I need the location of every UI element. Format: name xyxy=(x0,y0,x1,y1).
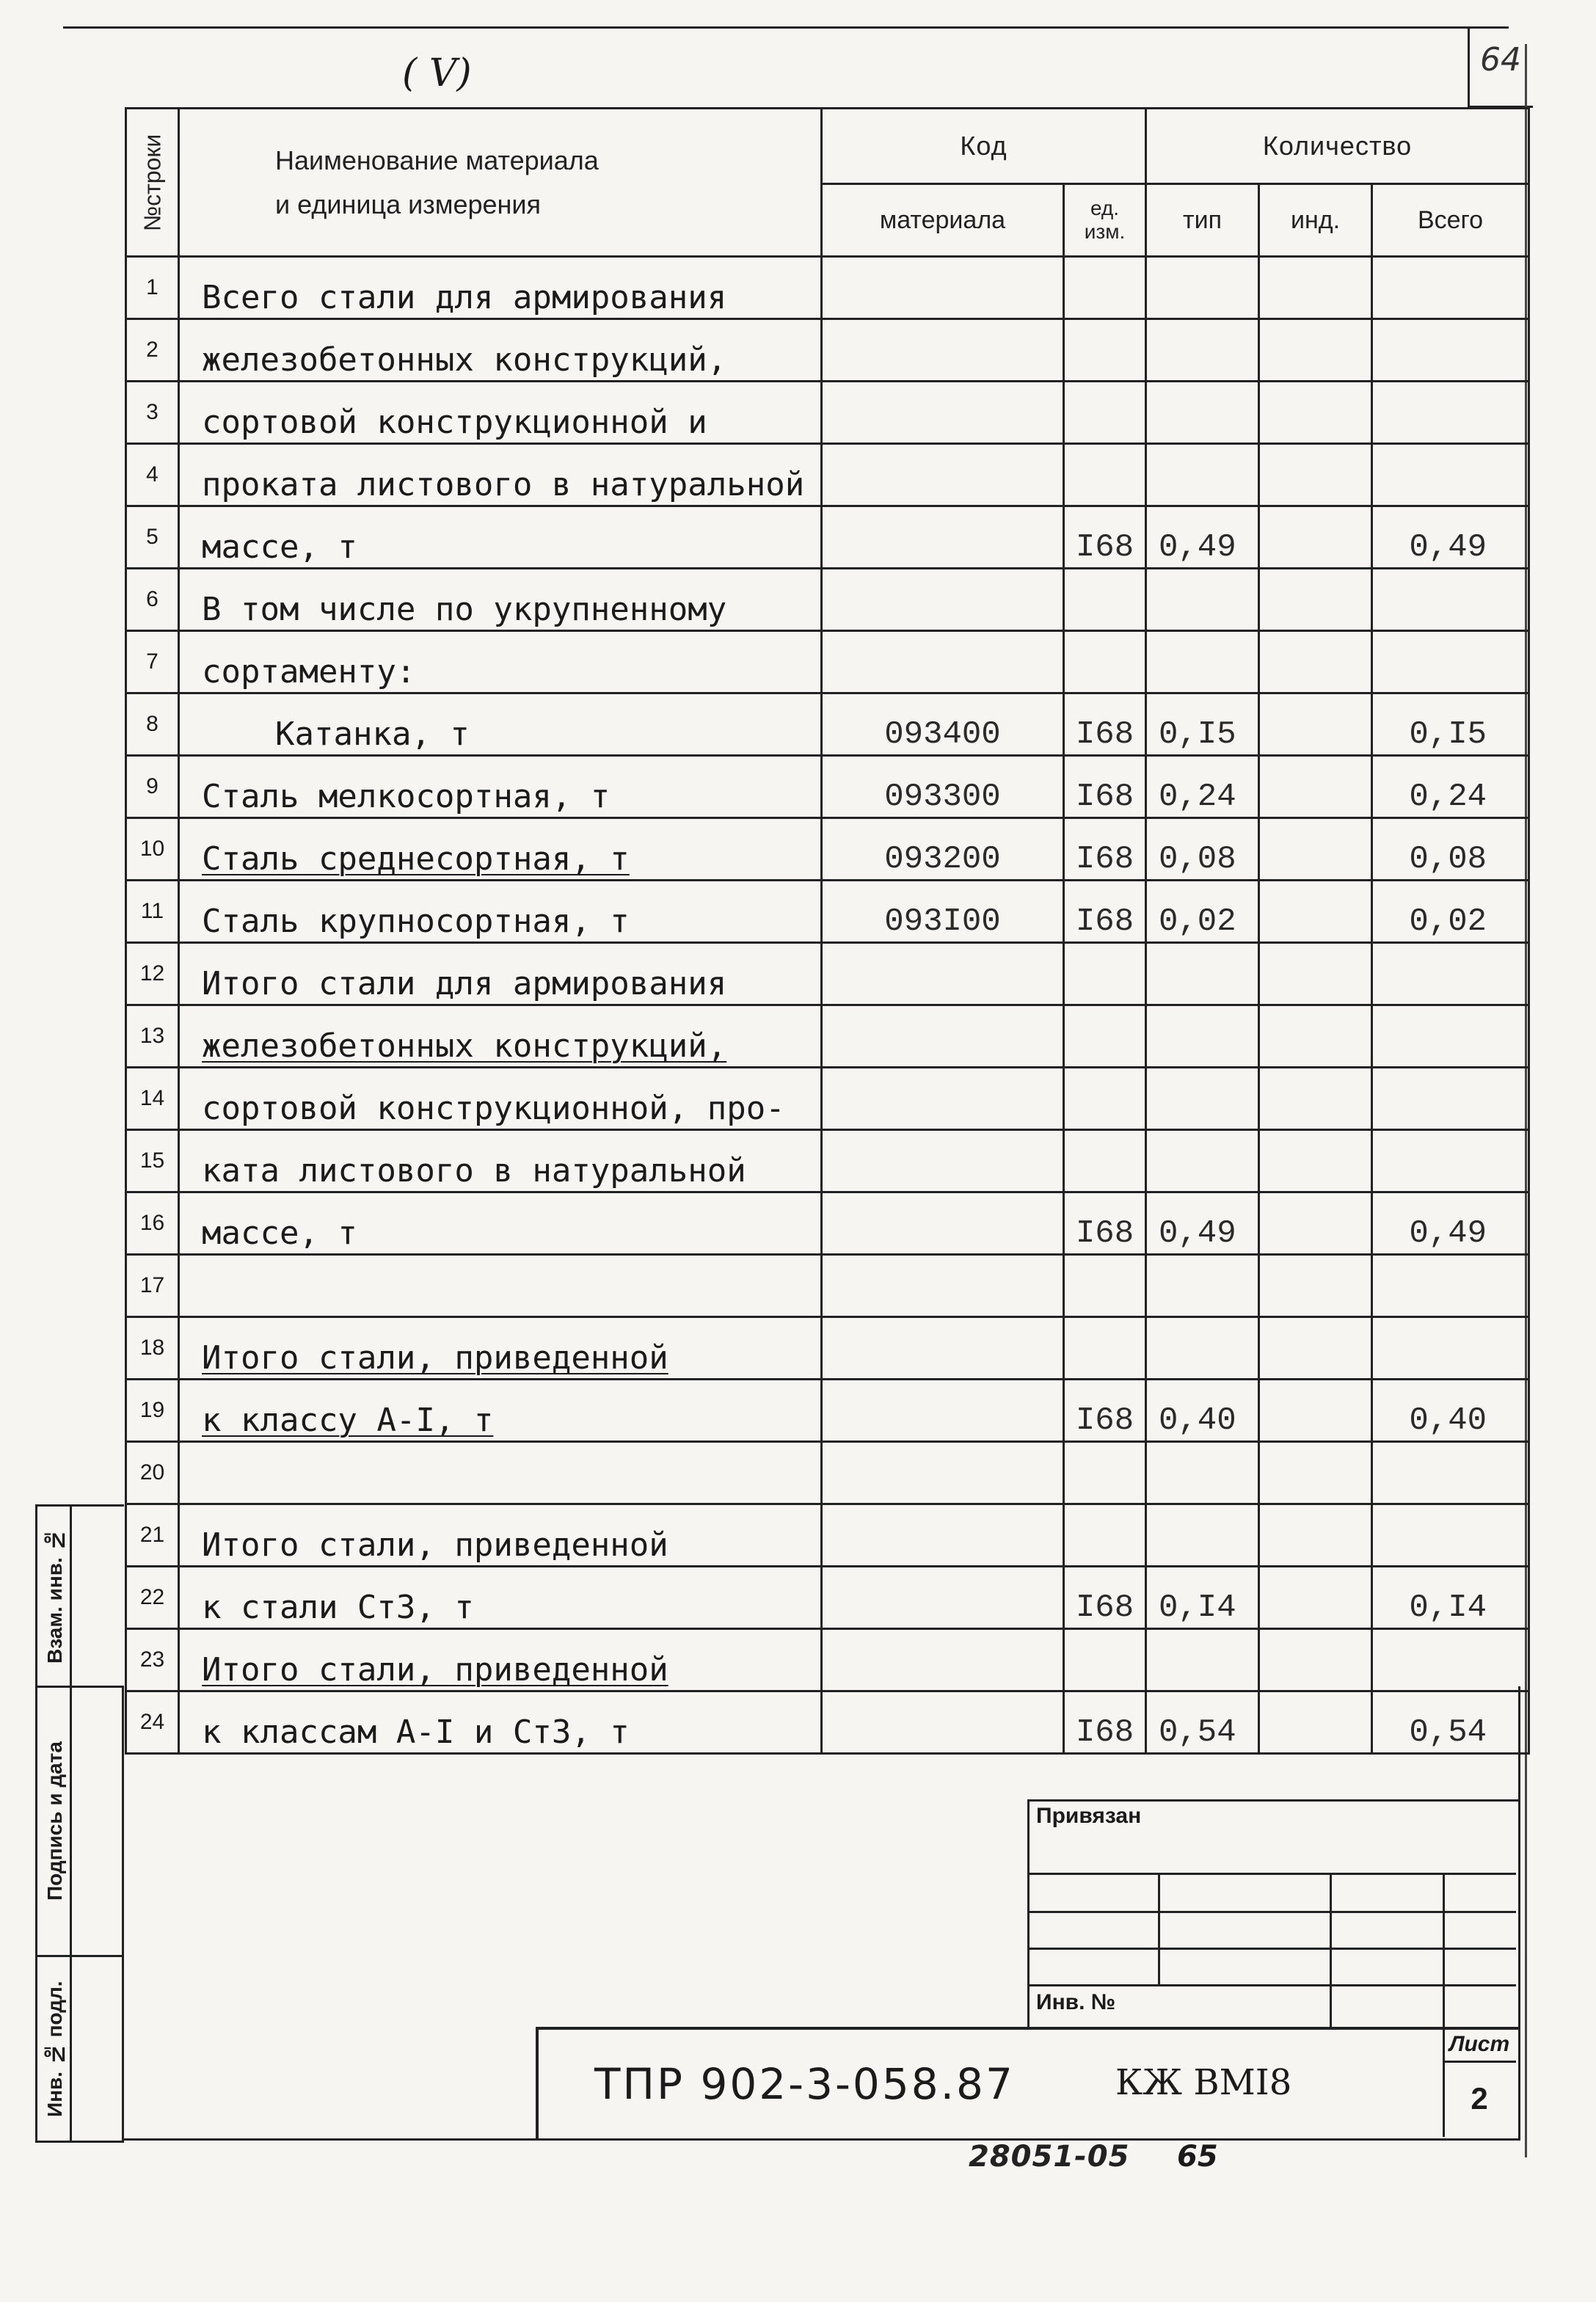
row-typ-cell xyxy=(1146,1504,1259,1567)
row-typ-cell xyxy=(1146,319,1259,382)
header-unit-line1: ед. xyxy=(1090,197,1120,219)
row-number-text: 11 xyxy=(140,899,164,923)
table-row xyxy=(126,1068,1529,1130)
header-quantity: Количество xyxy=(1146,109,1529,184)
row-unit-cell xyxy=(1064,1629,1146,1691)
row-number-text: 1 xyxy=(146,275,158,299)
row-code-cell xyxy=(822,1629,1064,1691)
row-unit-cell xyxy=(1064,631,1146,693)
row-name-cell xyxy=(179,319,822,382)
row-number-cell xyxy=(126,818,179,881)
row-ind-cell xyxy=(1259,1130,1372,1192)
row-unit-cell xyxy=(1064,444,1146,506)
row-total-cell xyxy=(1372,1629,1529,1691)
row-code-text: 093400 xyxy=(884,716,1001,753)
row-total-cell xyxy=(1372,1317,1529,1380)
row-total-cell xyxy=(1372,1442,1529,1504)
row-ind-cell xyxy=(1259,1317,1372,1380)
row-name-cell xyxy=(179,943,822,1005)
row-code-cell xyxy=(822,1442,1064,1504)
table-row xyxy=(126,1317,1529,1380)
row-ind-cell xyxy=(1259,818,1372,881)
row-ind-cell xyxy=(1259,382,1372,444)
row-number-text: 17 xyxy=(139,1273,165,1297)
row-name-cell xyxy=(179,382,822,444)
row-typ-cell xyxy=(1146,881,1259,943)
sheet-number: 2 xyxy=(1471,2081,1488,2116)
row-code-cell xyxy=(822,257,1064,319)
row-number-cell xyxy=(126,1567,179,1629)
row-name-text: Итого стали, приведенной xyxy=(202,1651,668,1689)
row-typ-cell xyxy=(1146,382,1259,444)
row-unit-cell xyxy=(1064,1005,1146,1068)
row-code-cell xyxy=(822,1380,1064,1442)
row-code-cell xyxy=(822,1317,1064,1380)
row-ind-cell xyxy=(1259,1504,1372,1567)
row-typ-cell xyxy=(1146,1442,1259,1504)
row-code-cell xyxy=(822,631,1064,693)
row-name-text: ката листового в натуральной xyxy=(202,1152,746,1190)
row-number-cell xyxy=(126,1005,179,1068)
row-number-text: 7 xyxy=(146,649,158,674)
row-code-cell xyxy=(822,1005,1064,1068)
row-unit-cell xyxy=(1064,1192,1146,1255)
row-unit-cell xyxy=(1064,943,1146,1005)
row-code-cell xyxy=(822,506,1064,569)
row-name-text: Сталь крупносортная, т xyxy=(202,903,630,940)
sheet-label: Лист xyxy=(1443,2028,1516,2063)
row-total-cell xyxy=(1372,319,1529,382)
row-number-cell xyxy=(126,1380,179,1442)
row-number-text: 13 xyxy=(139,1024,165,1048)
row-typ-text: 0,08 xyxy=(1159,841,1236,878)
row-unit-cell xyxy=(1064,1130,1146,1192)
row-total-text: 0,49 xyxy=(1409,529,1487,566)
row-number-cell xyxy=(126,631,179,693)
row-number-cell xyxy=(126,1192,179,1255)
row-name-text: Всего стали для армирования xyxy=(202,279,727,316)
row-name-text: массе, т xyxy=(202,1214,357,1252)
row-number-cell xyxy=(126,1255,179,1317)
row-number-text: 10 xyxy=(139,837,165,861)
row-name-text: железобетонных конструкций, xyxy=(202,341,727,379)
row-number-cell xyxy=(126,1504,179,1567)
row-unit-text: I68 xyxy=(1075,841,1134,878)
row-total-cell xyxy=(1372,506,1529,569)
row-number-cell xyxy=(126,943,179,1005)
table-row xyxy=(126,569,1529,631)
header-name xyxy=(179,109,822,257)
row-name-text: проката листового в натуральной xyxy=(202,466,805,503)
table-row xyxy=(126,1130,1529,1192)
row-number-cell xyxy=(126,319,179,382)
row-name-cell xyxy=(179,257,822,319)
row-code-cell xyxy=(822,943,1064,1005)
row-number-text: 6 xyxy=(146,587,158,611)
row-unit-cell xyxy=(1064,756,1146,818)
replaced-inv-label: Взам. инв. № xyxy=(43,1529,66,1664)
row-ind-cell xyxy=(1259,1068,1372,1130)
table-row xyxy=(126,1442,1529,1504)
row-ind-cell xyxy=(1259,1192,1372,1255)
top-page-number: 64 xyxy=(1480,41,1521,79)
table-row xyxy=(126,257,1529,319)
row-unit-text: I68 xyxy=(1075,1215,1134,1252)
table-row xyxy=(126,881,1529,943)
table-row xyxy=(126,943,1529,1005)
header-unit-line2: изм. xyxy=(1084,220,1126,243)
row-name-cell xyxy=(179,1317,822,1380)
row-name-text: сортаменту: xyxy=(202,653,416,691)
row-name-text: к стали Ст3, т xyxy=(202,1589,474,1626)
row-typ-cell xyxy=(1146,444,1259,506)
binding-grid-vline xyxy=(1330,1873,1332,2027)
row-typ-text: 0,24 xyxy=(1159,779,1236,815)
header-code: Код xyxy=(822,109,1146,184)
row-unit-cell xyxy=(1064,319,1146,382)
row-typ-text: 0,49 xyxy=(1159,529,1236,566)
row-code-cell xyxy=(822,1255,1064,1317)
row-typ-cell xyxy=(1146,569,1259,631)
row-ind-cell xyxy=(1259,881,1372,943)
row-unit-text: I68 xyxy=(1075,1402,1134,1439)
row-unit-cell xyxy=(1064,1068,1146,1130)
row-typ-cell xyxy=(1146,1317,1259,1380)
row-code-cell xyxy=(822,1068,1064,1130)
header-row-number: №строки xyxy=(126,109,179,257)
row-total-cell xyxy=(1372,1068,1529,1130)
row-typ-cell xyxy=(1146,1255,1259,1317)
row-ind-cell xyxy=(1259,1380,1372,1442)
row-name-text: к классам А-I и Ст3, т xyxy=(202,1713,630,1751)
row-ind-cell xyxy=(1259,1629,1372,1691)
row-total-text: 0,02 xyxy=(1409,903,1487,940)
row-ind-cell xyxy=(1259,444,1372,506)
table-row xyxy=(126,506,1529,569)
row-name-text: В том числе по укрупненному xyxy=(202,591,727,628)
row-number-text: 14 xyxy=(139,1086,165,1110)
row-number-cell xyxy=(126,1442,179,1504)
row-typ-text: 0,54 xyxy=(1159,1714,1236,1751)
row-total-text: 0,49 xyxy=(1409,1215,1487,1252)
row-typ-cell xyxy=(1146,631,1259,693)
row-ind-cell xyxy=(1259,1255,1372,1317)
row-ind-cell xyxy=(1259,943,1372,1005)
binding-title: Привязан xyxy=(1036,1804,1142,1828)
row-ind-cell xyxy=(1259,1567,1372,1629)
row-code-cell xyxy=(822,1130,1064,1192)
row-name-cell xyxy=(179,569,822,631)
row-number-text: 18 xyxy=(139,1336,165,1360)
row-ind-cell xyxy=(1259,319,1372,382)
header-material: материала xyxy=(822,184,1064,257)
row-code-text: 093200 xyxy=(884,841,1001,878)
header-name-line2: и единица измерения xyxy=(275,189,542,219)
row-typ-cell xyxy=(1146,1130,1259,1192)
row-number-text: 4 xyxy=(146,462,158,487)
row-name-text: железобетонных конструкций, xyxy=(202,1027,727,1065)
row-number-cell xyxy=(126,881,179,943)
table-row xyxy=(126,1567,1529,1629)
row-unit-cell xyxy=(1064,257,1146,319)
row-unit-text: I68 xyxy=(1075,716,1134,753)
row-ind-cell xyxy=(1259,1005,1372,1068)
row-number-text: 23 xyxy=(139,1647,165,1672)
row-typ-cell xyxy=(1146,943,1259,1005)
row-number-text: 19 xyxy=(139,1398,165,1422)
table-row xyxy=(126,818,1529,881)
row-total-text: 0,40 xyxy=(1409,1402,1487,1439)
row-total-text: 0,24 xyxy=(1409,779,1487,815)
row-total-cell xyxy=(1372,257,1529,319)
row-number-text: 12 xyxy=(139,961,165,986)
row-unit-cell xyxy=(1064,1442,1146,1504)
row-code-cell xyxy=(822,1192,1064,1255)
row-number-cell xyxy=(126,382,179,444)
row-code-cell xyxy=(822,818,1064,881)
row-typ-cell xyxy=(1146,1005,1259,1068)
row-typ-cell xyxy=(1146,1068,1259,1130)
row-typ-cell xyxy=(1146,756,1259,818)
row-total-text: 0,08 xyxy=(1409,841,1487,878)
row-name-cell xyxy=(179,444,822,506)
row-name-cell xyxy=(179,693,822,756)
original-inv-label: Инв. № подл. xyxy=(43,1981,66,2117)
row-total-cell xyxy=(1372,693,1529,756)
row-name-cell xyxy=(179,1629,822,1691)
row-total-cell xyxy=(1372,382,1529,444)
top-border-line xyxy=(63,26,1509,29)
row-ind-cell xyxy=(1259,506,1372,569)
row-name-cell xyxy=(179,881,822,943)
row-name-cell xyxy=(179,1068,822,1130)
row-number-cell xyxy=(126,756,179,818)
table-row xyxy=(126,1192,1529,1255)
row-code-cell xyxy=(822,382,1064,444)
row-code-cell xyxy=(822,444,1064,506)
table-row xyxy=(126,1380,1529,1442)
archive-code: 28051-05 xyxy=(969,2140,1130,2174)
row-number-cell xyxy=(126,444,179,506)
row-typ-cell xyxy=(1146,1380,1259,1442)
signature-date-label: Подпись и дата xyxy=(43,1741,66,1901)
header-name-line1: Наименование материала xyxy=(275,145,599,175)
table-row xyxy=(126,444,1529,506)
row-ind-cell xyxy=(1259,569,1372,631)
row-typ-text: 0,49 xyxy=(1159,1215,1236,1252)
row-typ-cell xyxy=(1146,1567,1259,1629)
row-unit-cell xyxy=(1064,382,1146,444)
row-unit-text: I68 xyxy=(1075,779,1134,815)
row-name-cell xyxy=(179,506,822,569)
row-number-text: 3 xyxy=(146,400,158,424)
row-ind-cell xyxy=(1259,631,1372,693)
row-ind-cell xyxy=(1259,1442,1372,1504)
row-total-cell xyxy=(1372,1255,1529,1317)
row-unit-cell xyxy=(1064,1567,1146,1629)
row-name-text: Сталь мелкосортная, т xyxy=(202,778,611,815)
binding-grid-vline xyxy=(1443,1873,1445,2027)
row-code-cell xyxy=(822,1504,1064,1567)
row-name-cell xyxy=(179,1192,822,1255)
row-name-text: Итого стали для армирования xyxy=(202,965,727,1002)
row-typ-text: 0,I5 xyxy=(1159,716,1236,753)
row-code-cell xyxy=(822,1567,1064,1629)
row-unit-text: I68 xyxy=(1075,903,1134,940)
document-mark: КЖ ВМI8 xyxy=(1115,2062,1292,2103)
row-number-cell xyxy=(126,1317,179,1380)
row-name-text: сортовой конструкционной, про- xyxy=(202,1090,785,1127)
row-code-cell xyxy=(822,569,1064,631)
table-row xyxy=(126,1629,1529,1691)
table-row xyxy=(126,693,1529,756)
row-name-text: Итого стали, приведенной xyxy=(202,1526,668,1564)
footer-page-number: 65 xyxy=(1177,2140,1218,2174)
row-typ-cell xyxy=(1146,693,1259,756)
table-row xyxy=(126,319,1529,382)
row-unit-cell xyxy=(1064,881,1146,943)
row-number-text: 5 xyxy=(146,525,158,549)
row-typ-cell xyxy=(1146,818,1259,881)
row-total-cell xyxy=(1372,631,1529,693)
row-total-text: 0,I5 xyxy=(1409,716,1487,753)
material-spec-table xyxy=(125,107,1530,1755)
row-unit-cell xyxy=(1064,1255,1146,1317)
side-cell-original-inv xyxy=(37,1957,124,2141)
row-total-cell xyxy=(1372,444,1529,506)
row-number-text: 22 xyxy=(139,1585,165,1609)
header-ind: инд. xyxy=(1259,184,1372,257)
side-stamp xyxy=(35,1504,124,2143)
row-unit-text: I68 xyxy=(1075,1714,1134,1751)
row-code-cell xyxy=(822,881,1064,943)
row-unit-cell xyxy=(1064,818,1146,881)
row-name-cell xyxy=(179,756,822,818)
row-code-cell xyxy=(822,319,1064,382)
row-code-text: 093300 xyxy=(884,779,1001,815)
row-number-text: 20 xyxy=(139,1460,165,1485)
row-name-cell xyxy=(179,1380,822,1442)
row-name-text: сортовой конструкционной и xyxy=(202,404,707,441)
row-name-text: к классу А-I, т xyxy=(202,1402,494,1439)
row-total-cell xyxy=(1372,818,1529,881)
row-total-cell xyxy=(1372,1567,1529,1629)
row-total-text: 0,54 xyxy=(1409,1714,1487,1751)
row-typ-cell xyxy=(1146,506,1259,569)
binding-grid-vline xyxy=(1158,1873,1160,1984)
binding-inv-label: Инв. № xyxy=(1036,1990,1116,2014)
handwritten-mark: ( V) xyxy=(402,51,472,95)
table-row xyxy=(126,1005,1529,1068)
row-typ-text: 0,40 xyxy=(1159,1402,1236,1439)
table-row xyxy=(126,382,1529,444)
row-total-cell xyxy=(1372,881,1529,943)
row-number-cell xyxy=(126,1130,179,1192)
row-typ-cell xyxy=(1146,1192,1259,1255)
row-name-cell xyxy=(179,1504,822,1567)
row-code-text: 093I00 xyxy=(884,903,1001,940)
row-ind-cell xyxy=(1259,693,1372,756)
row-name-cell xyxy=(179,818,822,881)
table-row xyxy=(126,756,1529,818)
row-ind-cell xyxy=(1259,257,1372,319)
row-name-text: Катанка, т xyxy=(275,715,470,753)
row-typ-text: 0,I4 xyxy=(1159,1589,1236,1626)
header-unit xyxy=(1064,184,1146,257)
row-code-cell xyxy=(822,756,1064,818)
row-total-cell xyxy=(1372,1005,1529,1068)
row-number-text: 9 xyxy=(146,774,158,798)
row-name-text: Итого стали, приведенной xyxy=(202,1339,668,1377)
row-total-cell xyxy=(1372,943,1529,1005)
row-number-text: 21 xyxy=(139,1523,165,1547)
row-name-cell xyxy=(179,1255,822,1317)
row-name-cell xyxy=(179,1567,822,1629)
header-total: Всего xyxy=(1372,184,1529,257)
table-row xyxy=(126,631,1529,693)
row-typ-cell xyxy=(1146,257,1259,319)
row-code-cell xyxy=(822,693,1064,756)
row-number-cell xyxy=(126,693,179,756)
row-unit-text: I68 xyxy=(1075,1589,1134,1626)
row-unit-cell xyxy=(1064,506,1146,569)
row-number-cell xyxy=(126,1068,179,1130)
row-total-cell xyxy=(1372,1192,1529,1255)
row-total-cell xyxy=(1372,756,1529,818)
row-name-text: массе, т xyxy=(202,528,357,566)
row-total-cell xyxy=(1372,569,1529,631)
row-number-text: 24 xyxy=(139,1710,165,1734)
row-number-cell xyxy=(126,506,179,569)
row-unit-text: I68 xyxy=(1075,529,1134,566)
row-unit-cell xyxy=(1064,693,1146,756)
table-row xyxy=(126,1255,1529,1317)
row-number-text: 16 xyxy=(139,1211,165,1235)
row-unit-cell xyxy=(1064,1380,1146,1442)
row-number-cell xyxy=(126,569,179,631)
row-typ-cell xyxy=(1146,1629,1259,1691)
row-name-cell xyxy=(179,631,822,693)
row-name-cell xyxy=(179,1130,822,1192)
row-number-cell xyxy=(126,257,179,319)
side-cell-replaced-inv xyxy=(37,1507,124,1688)
row-typ-text: 0,02 xyxy=(1159,903,1236,940)
row-number-text: 15 xyxy=(139,1148,165,1173)
row-ind-cell xyxy=(1259,756,1372,818)
row-name-text: Сталь среднесортная, т xyxy=(202,840,630,878)
row-number-text: 2 xyxy=(146,338,158,362)
row-total-cell xyxy=(1372,1380,1529,1442)
row-total-cell xyxy=(1372,1130,1529,1192)
row-name-cell xyxy=(179,1442,822,1504)
table-row xyxy=(126,1504,1529,1567)
row-unit-cell xyxy=(1064,1317,1146,1380)
row-unit-cell xyxy=(1064,1504,1146,1567)
header-typ: тип xyxy=(1146,184,1259,257)
side-cell-signature xyxy=(37,1688,124,1957)
row-unit-cell xyxy=(1064,569,1146,631)
row-number-cell xyxy=(126,1629,179,1691)
row-name-cell xyxy=(179,1005,822,1068)
row-total-cell xyxy=(1372,1504,1529,1567)
row-number-text: 8 xyxy=(146,712,158,736)
document-code: ТПР 902-3-058.87 xyxy=(594,2059,1015,2109)
row-total-text: 0,I4 xyxy=(1409,1589,1487,1626)
